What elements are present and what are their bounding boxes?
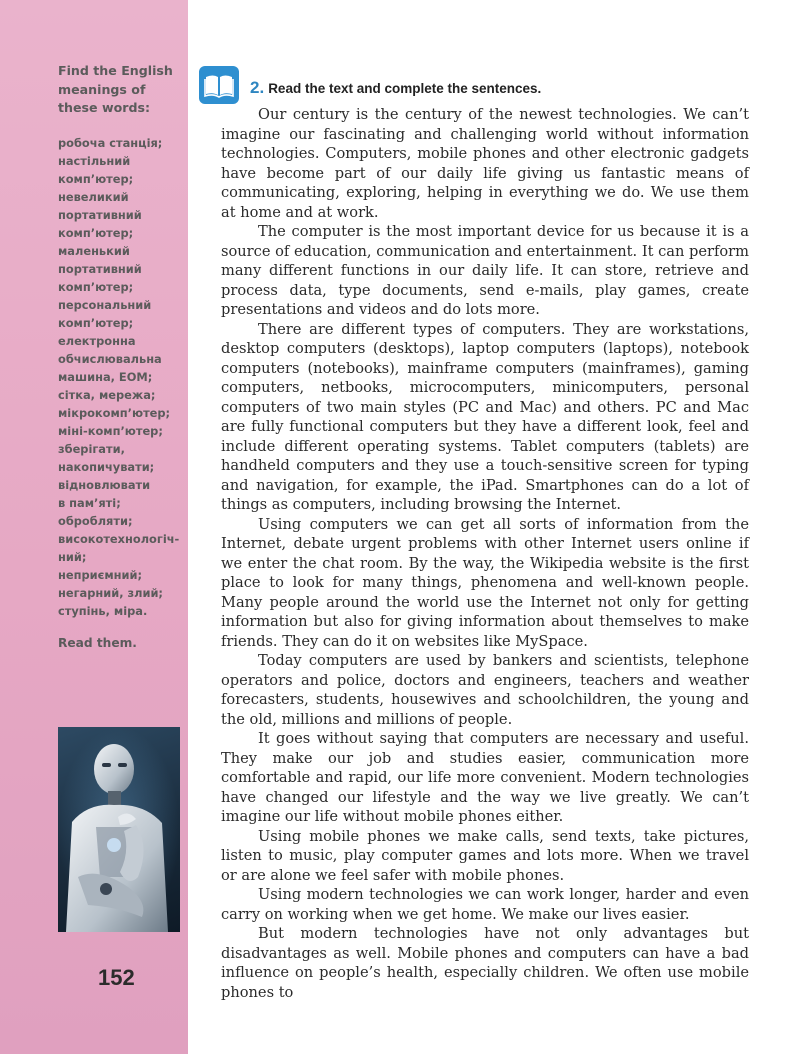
vocab-item: комп’ютер; xyxy=(58,172,134,186)
vocab-item: настільний xyxy=(58,154,131,168)
vocab-item: мікрокомп’ютер; xyxy=(58,406,171,420)
paragraph: Using modern technologies we can work longer, harder and even carry on working when we get home. We make our lives easier. xyxy=(221,886,749,923)
paragraph: Today computers are used by bankers and scientists, telephone operators and police, doctors and engineers, teachers and weather forecasters, students, housewives and schoolchildren, the young and the old, millions and millions of people. xyxy=(221,652,749,728)
vocab-item: зберігати, xyxy=(58,442,125,456)
robot-illustration-svg xyxy=(58,727,180,932)
sidebar-heading: Find the English meanings of these words: xyxy=(58,63,173,115)
reading-text xyxy=(221,105,749,1002)
vocab-item: в пам’яті; xyxy=(58,496,121,510)
page-number: 152 xyxy=(98,965,135,990)
paragraph: But modern technologies have not only advantages but disadvantages as well. Mobile phones and computers can have a bad influence on people’s health, especially children. We often use mobile phones to xyxy=(221,925,749,1001)
vocab-item: маленький xyxy=(58,244,130,258)
vocab-item: відновлювати xyxy=(58,478,151,492)
vocab-item: робоча станція; xyxy=(58,136,163,150)
sidebar xyxy=(0,0,188,1054)
task-instruction: Read the text and complete the sentences. xyxy=(268,81,542,96)
paragraph: Our century is the century of the newest technologies. We can’t imagine our fascinating and challenging world without information technologies. Computers, mobile phones and other electronic gadgets have become part of our daily life giving us fantastic means of communicating, exploring, helping in everything we do. We use them at home and at work. xyxy=(221,106,749,221)
vocab-item: комп’ютер; xyxy=(58,316,134,330)
book-icon-svg xyxy=(199,66,239,104)
paragraph: The computer is the most important device for us because it is a source of education, communication and entertainment. It can perform many different functions in our daily life. It can store, retrieve and process data, type documents, send e-mails, play games, create presentations and videos and do lots more. xyxy=(221,223,749,318)
vocab-item: комп’ютер; xyxy=(58,280,134,294)
vocab-item: машина, ЕОМ; xyxy=(58,370,153,384)
vocabulary-list xyxy=(58,134,183,620)
paragraph: There are different types of computers. They are workstations, desktop computers (desktops), laptop computers (laptops), notebook computers (notebooks), mainframe computers (mainframes), gaming computers, netbooks, microcomputers, minicomputers, personal computers of two main styles (PC and Mac) and others. PC and Mac are fully functional computers but they have a different look, feel and include different operating systems. Tablet computers (tablets) are handheld computers and they use a touch-sensitive screen for typing and navigation, for example, the iPad. Smartphones can do a lot of things as computers, including browsing the Internet. xyxy=(221,320,749,513)
vocab-item: негарний, злий; xyxy=(58,586,163,600)
vocab-item: портативний xyxy=(58,208,142,222)
task-heading xyxy=(250,78,541,98)
vocab-item: персональний xyxy=(58,298,152,312)
vocab-item: ступінь, міра. xyxy=(58,604,148,618)
robot-illustration xyxy=(58,727,180,932)
vocab-item: комп’ютер; xyxy=(58,226,134,240)
vocab-item: сітка, мережа; xyxy=(58,388,156,402)
vocab-item: накопичувати; xyxy=(58,460,155,474)
book-icon xyxy=(199,66,239,104)
vocab-item: неприємний; xyxy=(58,568,143,582)
vocab-item: електронна xyxy=(58,334,136,348)
task-number: 2. xyxy=(250,78,265,97)
vocab-item: ний; xyxy=(58,550,87,564)
vocab-item: обробляти; xyxy=(58,514,133,528)
vocab-item: високотехнологіч- xyxy=(58,532,180,546)
paragraph: It goes without saying that computers are necessary and useful. They make our job and studies easier, communication more comfortable and rapid, our life more convenient. Modern technologies have changed our lifestyle and the way we live greatly. We can’t imagine our life without mobile phones either. xyxy=(221,730,749,825)
vocab-item: невеликий xyxy=(58,190,129,204)
vocab-item: портативний xyxy=(58,262,142,276)
read-them-instruction: Read them. xyxy=(58,636,137,650)
paragraph: Using computers we can get all sorts of information from the Internet, debate urgent problems with other Internet users online if we enter the chat room. By the way, the Wikipedia website is the first place to look for many things, phenomena and well-known people. Many people around the world use the Internet not only for getting information but also for giving information about themselves to make friends. They can do it on websites like MySpace. xyxy=(221,515,749,650)
vocab-item: міні-комп’ютер; xyxy=(58,424,163,438)
vocab-item: обчислювальна xyxy=(58,352,162,366)
paragraph: Using mobile phones we make calls, send texts, take pictures, listen to music, play computer games and lots more. When we travel or are alone we feel safer with mobile phones. xyxy=(221,827,749,884)
